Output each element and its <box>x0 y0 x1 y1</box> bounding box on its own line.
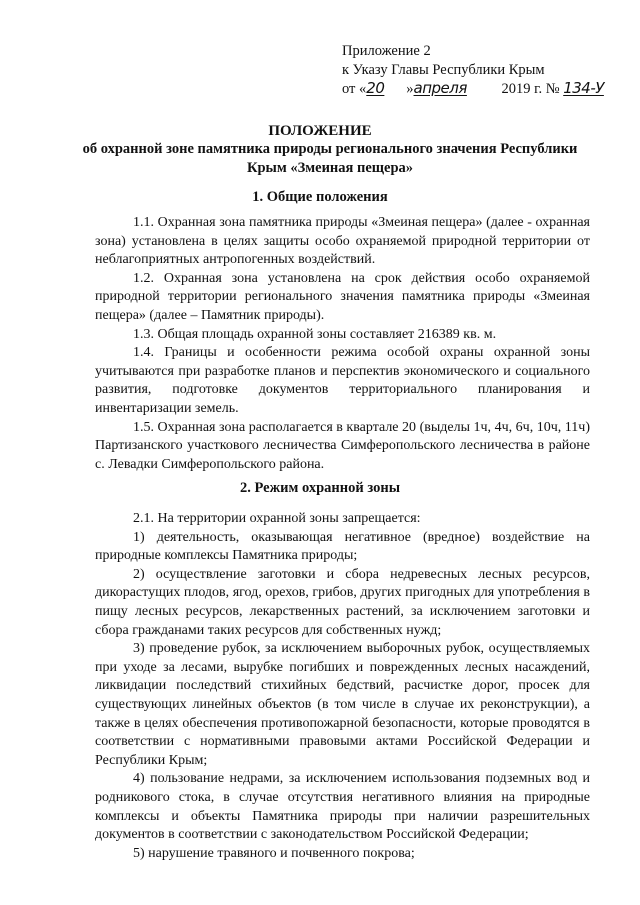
section1-body <box>95 214 590 474</box>
paragraph-1-2: 1.2. Охранная зона установлена на срок действия особо охраняемой природной территории регионального значения памятника природы «Змеиная пещера» (далее – Памятник природы). <box>95 270 590 323</box>
paragraph-1-1: 1.1. Охранная зона памятника природы «Змеиная пещера» (далее - охранная зона) установлена в целях защиты особо охраняемой природной территории от неблагоприятных антропогенных воздействий. <box>95 215 590 268</box>
date-quote-close: » <box>406 81 414 97</box>
list-item-1: 1) деятельность, оказывающая негативное (вредное) воздействие на природные комплексы Памятника природы; <box>95 529 590 564</box>
section1-heading: 1. Общие положения <box>252 189 388 205</box>
list-item-3: 3) проведение рубок, за исключением выборочных рубок, осуществляемых при уходе за лесами, вырубке погибших и поврежденных лесных насаждений, ликвидации последствий стихийных бедствий, расчистке дорог, просек для существующих линейных объектов (в том числе в случае их реконструкции), а также в целях обеспечения противопожарной безопасности, которые проводятся в соответствии с нормативными правовыми актами Российской Федерации и Республики Крым; <box>95 641 590 768</box>
date-year: 2019 г. № <box>501 81 560 97</box>
list-item-2: 2) осуществление заготовки и сбора недревесных лесных ресурсов, дикорастущих плодов, ягод, орехов, грибов, других пригодных для употребления в пищу лесных ресурсов, лекарственных растений, за исключением заготовки и сбора гражданами таких ресурсов для собственных нужд; <box>95 566 590 638</box>
document-subtitle: об охранной зоне памятника природы регионального значения Республики Крым «Змеиная пещера» <box>82 141 578 176</box>
decree-reference: к Указу Главы Республики Крым <box>342 61 545 78</box>
decree-date-line <box>342 79 632 99</box>
handwritten-day: 20 <box>366 79 385 97</box>
appendix-number: Приложение 2 <box>342 43 431 59</box>
list-item-5: 5) нарушение травяного и почвенного покрова; <box>133 845 415 861</box>
handwritten-decree-number: 134-У <box>563 79 604 97</box>
handwritten-month: апреля <box>413 79 467 97</box>
list-item-4: 4) пользование недрами, за исключением использования подземных вод и родникового стока, в случае отсутствия негативного влияния на природные комплексы и объекты Памятника природы при наличии разрешительных документов в соответствии с законодательством Российской Федерации; <box>95 771 590 843</box>
section2-body <box>95 510 590 863</box>
section2-heading: 2. Режим охранной зоны <box>239 480 401 496</box>
document-title: ПОЛОЖЕНИЕ <box>268 123 372 139</box>
paragraph-1-3: 1.3. Общая площадь охранной зоны составляет 216389 кв. м. <box>133 326 497 342</box>
date-prefix: от « <box>342 81 367 97</box>
paragraph-1-5: 1.5. Охранная зона располагается в квартале 20 (выделы 1ч, 4ч, 6ч, 10ч, 11ч) Партизанского участкового лесничества Симферопольского лесничества в районе с. Левадки Симферопольского района. <box>95 419 590 472</box>
appendix-header <box>342 42 632 99</box>
paragraph-2-1: 2.1. На территории охранной зоны запрещается: <box>133 511 421 526</box>
paragraph-1-4: 1.4. Границы и особенности режима особой охраны охранной зоны учитываются при разработке планов и перспектив экономического и социального развития, подготовке документов территориального планирования и инвентаризации земель. <box>95 345 590 416</box>
